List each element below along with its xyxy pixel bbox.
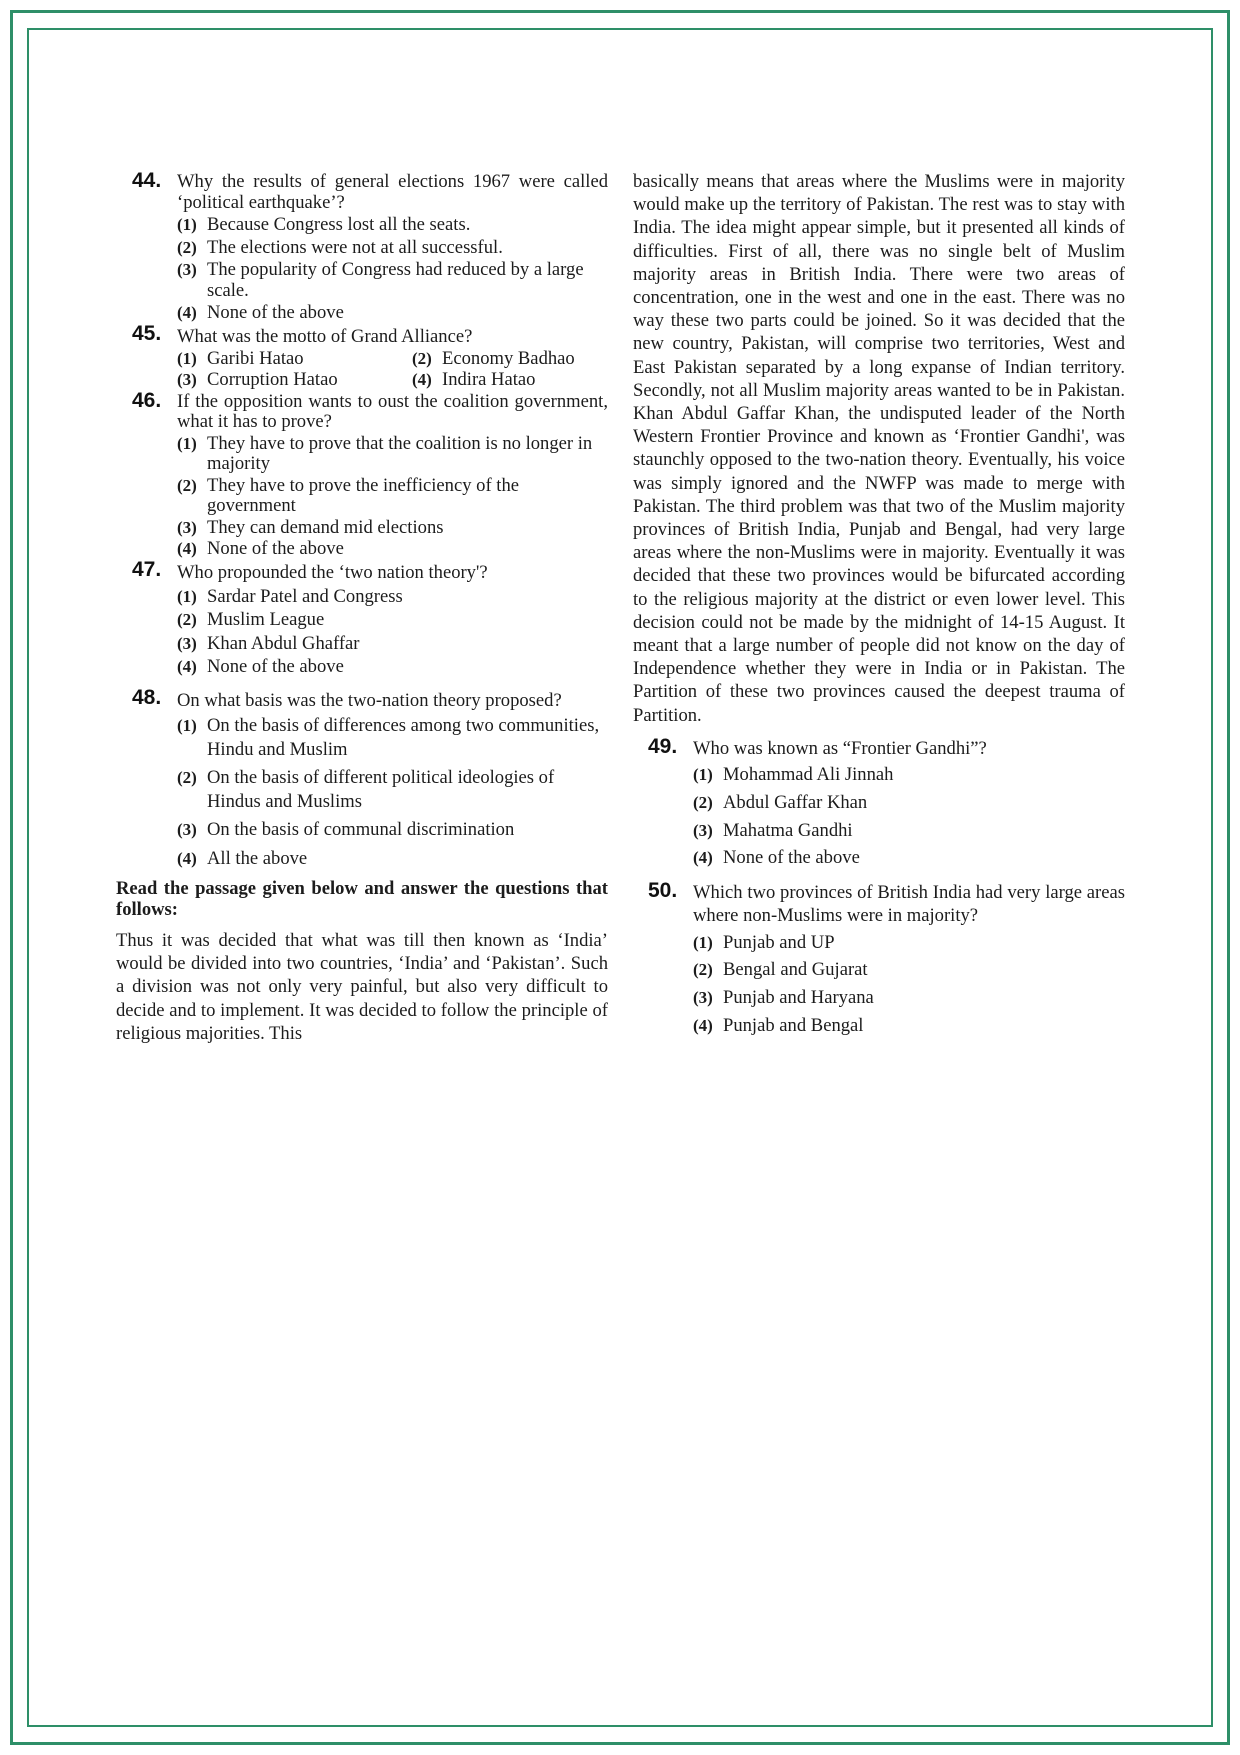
option-number: (3) xyxy=(177,517,197,537)
option-number: (1) xyxy=(177,215,197,234)
option xyxy=(693,763,1125,788)
option-text: Mohammad Ali Jinnah xyxy=(723,764,894,786)
option-number: (1) xyxy=(693,765,713,785)
option xyxy=(177,303,608,324)
option xyxy=(177,349,412,370)
question-number: 44. xyxy=(132,169,162,192)
option-number: (1) xyxy=(177,348,197,368)
question-46 xyxy=(116,388,608,560)
option xyxy=(177,818,608,842)
question-45 xyxy=(116,321,608,391)
option-number: (4) xyxy=(177,303,197,322)
option-number: (3) xyxy=(177,633,197,653)
option-number: (4) xyxy=(177,657,197,676)
option-text: None of the above xyxy=(723,847,860,869)
option-number: (3) xyxy=(177,370,197,389)
option xyxy=(693,819,1125,844)
option-number: (1) xyxy=(177,716,197,735)
option-number: (2) xyxy=(177,610,197,629)
question-text: If the opposition wants to oust the coalition government, what it has to prove? xyxy=(177,390,608,432)
option xyxy=(412,349,647,370)
option xyxy=(693,958,1125,983)
option-row xyxy=(177,369,608,391)
option xyxy=(177,238,608,259)
option-text: Abdul Gaffar Khan xyxy=(723,791,868,813)
option-number: (2) xyxy=(693,792,713,812)
option-text: None of the above xyxy=(207,538,344,559)
option-text: The elections were not at all successful. xyxy=(207,236,503,258)
option xyxy=(177,370,412,391)
option-text: Bengal and Gujarat xyxy=(723,959,868,981)
option-number: (2) xyxy=(177,768,197,787)
question-number: 50. xyxy=(648,878,678,902)
option xyxy=(177,847,608,871)
question-number: 48. xyxy=(132,685,162,709)
question-number: 46. xyxy=(132,388,162,412)
passage-text: Thus it was decided that what was till then known as ‘India’ would be divided into two countries, ‘India’ and ‘Pakistan’. Such a division was not only very painful, but also very difficult to decide and to implement. It was decided to follow the principle of religious majorities. This xyxy=(116,930,608,1044)
option xyxy=(177,215,608,236)
passage-heading: Read the passage given below and answer the questions that follows: xyxy=(116,878,608,920)
option xyxy=(693,846,1125,871)
question-44 xyxy=(116,169,608,324)
option-number: (4) xyxy=(177,539,197,558)
option xyxy=(177,539,608,560)
question-number: 47. xyxy=(132,557,162,581)
question-text: Who propounded the ‘two nation theory'? xyxy=(177,561,488,583)
option-text: Mahatma Gandhi xyxy=(723,819,853,841)
option xyxy=(177,633,608,655)
option-number: (3) xyxy=(693,987,713,1007)
option-text: On the basis of different political ideologies of Hindus and Muslims xyxy=(207,767,555,812)
option-number: (1) xyxy=(177,586,197,606)
option-number: (4) xyxy=(693,1015,713,1035)
option xyxy=(693,931,1125,956)
option-number: (4) xyxy=(412,370,432,389)
option-number: (2) xyxy=(412,348,432,368)
option-number: (1) xyxy=(177,433,197,453)
option-text: Sardar Patel and Congress xyxy=(207,585,403,607)
option-text: All the above xyxy=(207,847,308,869)
option-number: (4) xyxy=(693,848,713,868)
question-text: On what basis was the two-nation theory proposed? xyxy=(177,689,562,711)
question-number: 49. xyxy=(648,734,678,758)
option-text: Punjab and UP xyxy=(723,931,835,953)
right-column xyxy=(633,170,1125,1038)
option-text: Because Congress lost all the seats. xyxy=(207,214,471,235)
option-text: Muslim League xyxy=(207,609,325,630)
option-number: (2) xyxy=(177,237,197,257)
option-number: (1) xyxy=(693,932,713,952)
option-text: Garibi Hatao xyxy=(207,347,304,369)
option-text: Economy Badhao xyxy=(442,347,575,369)
option-text: The popularity of Congress had reduced by a large scale. xyxy=(207,259,584,301)
option xyxy=(412,370,647,391)
option-text: On the basis of communal discrimination xyxy=(207,819,515,840)
question-text: Which two provinces of British India had very large areas where non-Muslims were in majority? xyxy=(693,881,1125,927)
left-column xyxy=(116,169,608,1045)
option-text: None of the above xyxy=(207,302,344,323)
option-text: Khan Abdul Ghaffar xyxy=(207,632,360,654)
option xyxy=(693,1014,1125,1039)
question-50 xyxy=(633,878,1125,1038)
option xyxy=(177,586,608,608)
question-number: 45. xyxy=(132,321,162,345)
question-47 xyxy=(116,557,608,678)
option-number: (2) xyxy=(177,475,197,495)
question-text: Who was known as “Frontier Gandhi”? xyxy=(693,737,987,759)
option xyxy=(177,476,608,517)
option-text: Punjab and Haryana xyxy=(723,986,874,1008)
option xyxy=(177,434,608,475)
option xyxy=(693,791,1125,816)
option-number: (3) xyxy=(177,260,197,279)
option xyxy=(177,609,608,631)
option xyxy=(177,260,608,301)
option-text: They have to prove the inefficiency of the government xyxy=(207,474,520,516)
option-number: (4) xyxy=(177,848,197,868)
question-text: What was the motto of Grand Alliance? xyxy=(177,325,473,347)
option xyxy=(177,518,608,539)
option-number: (2) xyxy=(693,960,713,980)
option xyxy=(693,986,1125,1011)
option-number: (3) xyxy=(693,820,713,840)
option-row xyxy=(177,348,608,370)
option-text: Indira Hatao xyxy=(442,369,536,390)
passage-continued: basically means that areas where the Muslims were in majority would make up the territory of Pakistan. The rest was to stay with India. The idea might appear simple, but it presented all kinds of difficulties. First of all, there was no single belt of Muslim majority areas in British India. There were two areas of concentration, one in the west and one in the east. There was no way these two parts could be joined. So it was decided that the new country, Pakistan, will comprise two territories, West and East Pakistan separated by a long expanse of Indian territory. Secondly, not all Muslim majority areas wanted to be in Pakistan. Khan Abdul Gaffar Khan, the undisputed leader of the North Western Frontier Province and known as ‘Frontier Gandhi', was staunchly opposed to the two-nation theory. Eventually, his voice was simply ignored and the NWFP was made to merge with Pakistan. The third problem was that two of the Muslim majority provinces of British India, Punjab and Bengal, had very large areas where the non-Muslims were in majority. Eventually it was decided that these two provinces would be bifurcated according to the religious majority at the district or even lower level. This decision could not be made by the midnight of 14-15 August. It meant that a large number of people did not know on the day of Independence whether they were in India or in Pakistan. The Partition of these two provinces caused the deepest trauma of Partition. xyxy=(633,171,1125,726)
option xyxy=(177,714,608,761)
option-text: They have to prove that the coalition is no longer in majority xyxy=(207,432,593,474)
option-text: On the basis of differences among two communities, Hindu and Muslim xyxy=(207,715,600,760)
question-48 xyxy=(116,685,608,871)
question-text: Why the results of general elections 1967 were called ‘political earthquake’? xyxy=(177,171,608,213)
option-text: Punjab and Bengal xyxy=(723,1014,864,1036)
option-text: They can demand mid elections xyxy=(207,516,444,538)
option-number: (3) xyxy=(177,820,197,839)
question-49 xyxy=(633,734,1125,871)
option-text: Corruption Hatao xyxy=(207,369,338,390)
option xyxy=(177,766,608,813)
option-text: None of the above xyxy=(207,656,344,677)
option xyxy=(177,656,608,678)
